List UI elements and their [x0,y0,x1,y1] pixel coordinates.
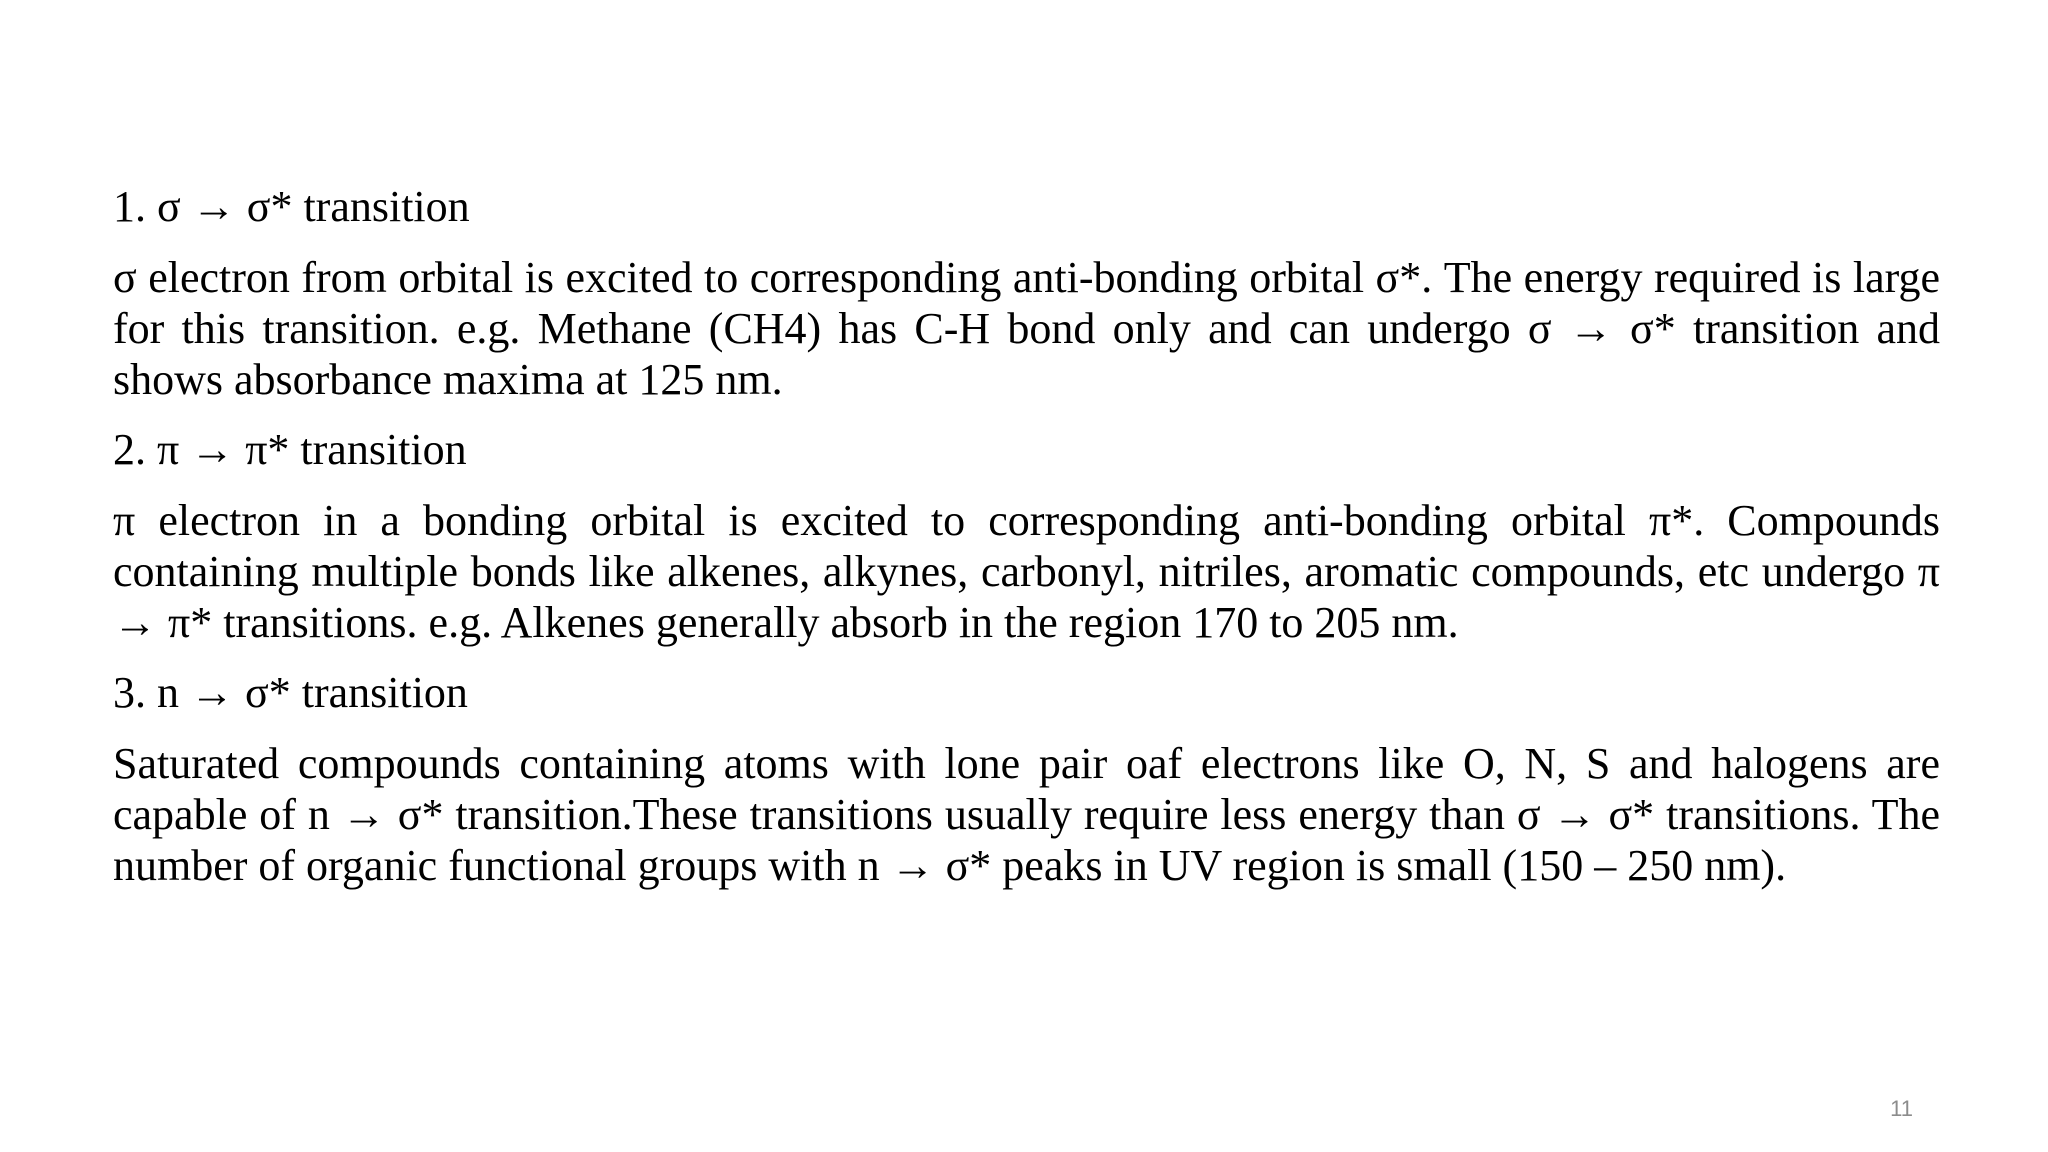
page-number: 11 [1890,1096,1913,1121]
slide-content [113,180,1940,909]
section-heading-sigma-sigma-star: 1. σ → σ* transition [113,182,470,231]
section-heading-pi-pi-star: 2. π → π* transition [113,425,467,474]
section-body-n-sigma-star: Saturated compounds containing atoms with lone pair oaf electrons like O, N, S and halogens are capable of n → σ* transition.These transitions usually require less energy than σ → σ* transitions. The number of organic functional groups with n → σ* peaks in UV region is small (150 – 250 nm). [113,739,1940,890]
section-heading-n-sigma-star: 3. n → σ* transition [113,668,468,717]
section-body-pi-pi-star: π electron in a bonding orbital is excited to corresponding anti-bonding orbital π*. Compounds containing multiple bonds like alkenes, alkynes, carbonyl, nitriles, aromatic compounds, etc undergo π → π* transitions. e.g. Alkenes generally absorb in the region 170 to 205 nm. [113,496,1940,647]
section-body-sigma-sigma-star: σ electron from orbital is excited to corresponding anti-bonding orbital σ*. The energy required is large for this transition. e.g. Methane (CH4) has C-H bond only and can undergo σ → σ* transition and shows absorbance maxima at 125 nm. [113,253,1940,404]
